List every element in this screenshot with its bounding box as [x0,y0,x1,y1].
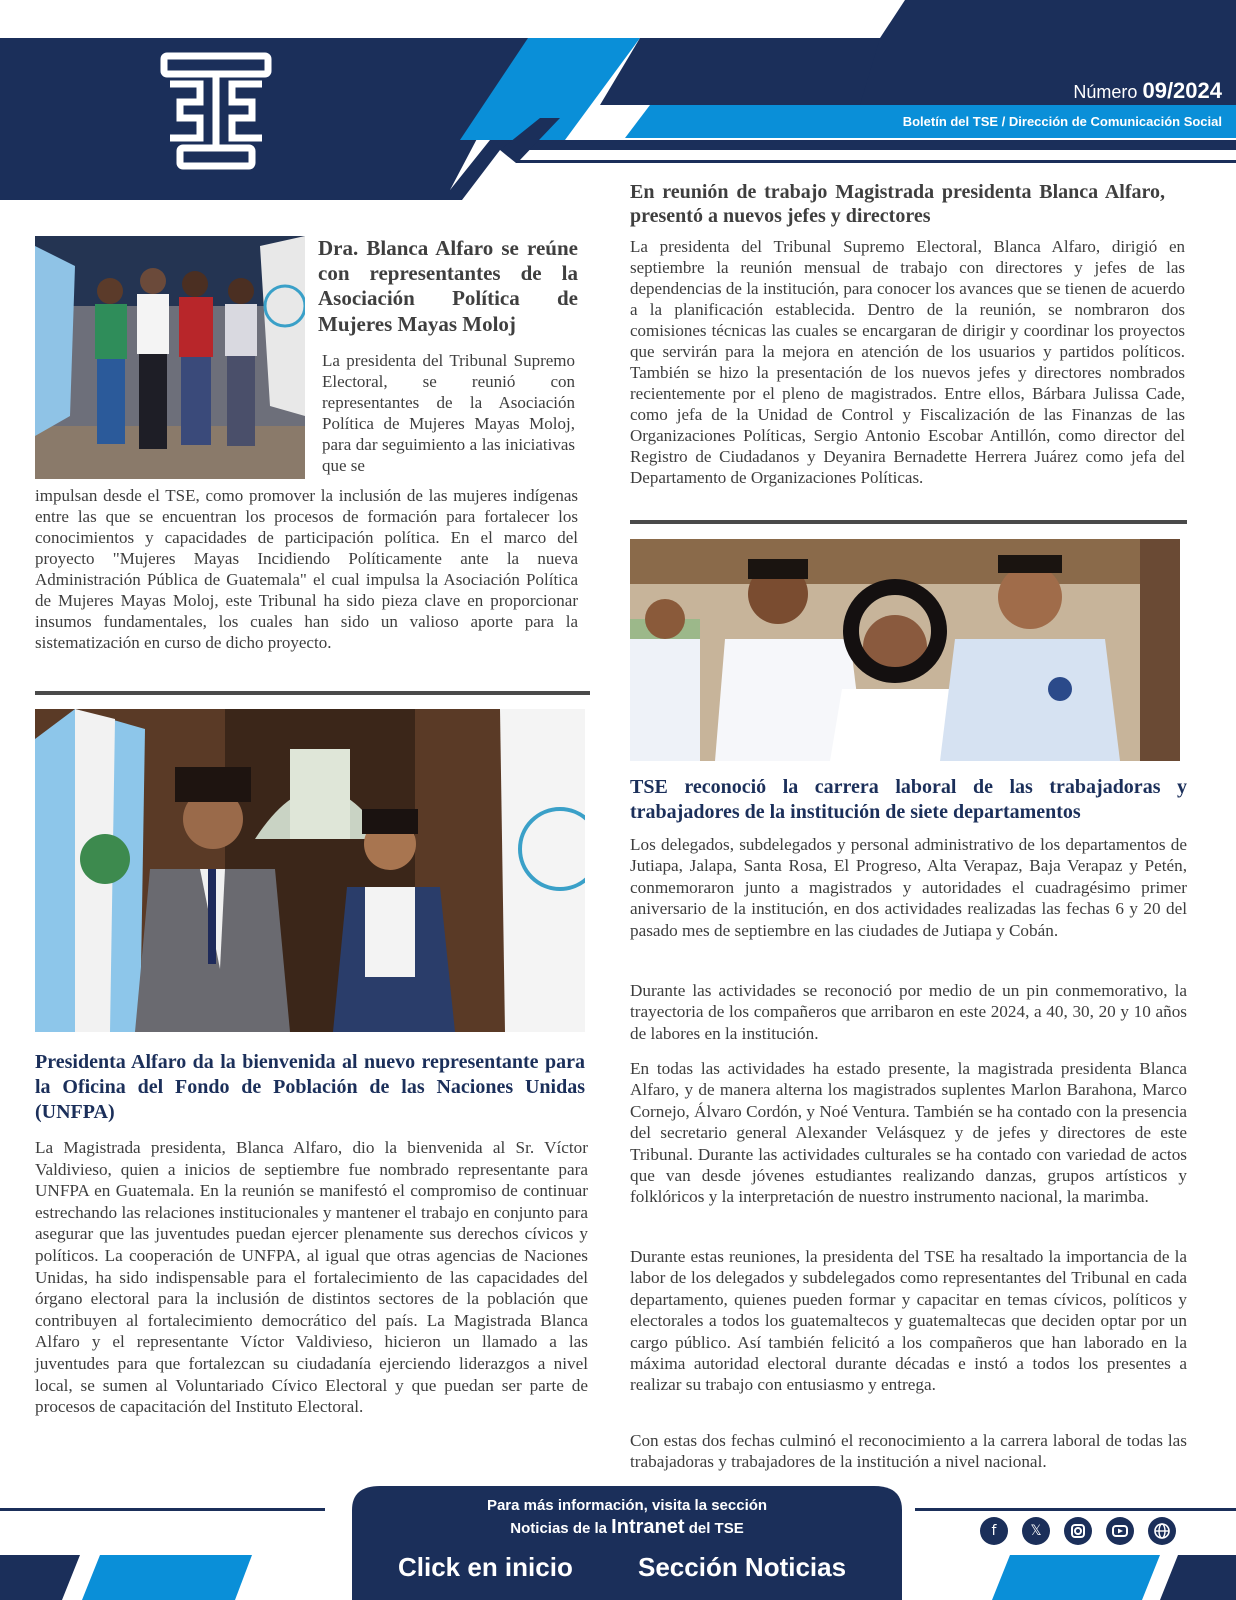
carrera-headline: TSE reconoció la carrera laboral de las trabajadoras y trabajadores de la institución de siete departamentos [630,776,1187,823]
carrera-photo [630,539,1180,761]
moloj-photo [35,236,305,479]
facebook-icon[interactable]: f [980,1517,1008,1545]
unfpa-body: La Magistrada presidenta, Blanca Alfaro, dio la bienvenida al Sr. Víctor Valdivieso, quien a inicios de septiembre fue nombrado representante para UNFPA en Guatemala. En la reunión se manifestó el compromiso de continuar estrechando las relaciones institucionales y mantener el trabajo en conjunto para asegurar que las juventudes puedan ejercer plenamente sus derechos cívicos y políticos. La cooperación de UNFPA, al igual que otras agencias de Naciones Unidas, ha sido indispensable para el fortalecimiento de las capacidades del órgano electoral para la inclusión de distintos sectores de la población que contribuyen al fortalecimiento democrático del país. La Magistrada Blanca Alfaro y el representante Víctor Valdivieso, hicieron un llamado a las juventudes para que fortalezcan su ciudadanía ejerciendo liderazgos a nivel local, se sumen al Voluntariado Cívico Electoral y que puedan ser parte de procesos de capacitación del Instituto Electoral. [35,1138,588,1417]
carrera-paragraph-1: Los delegados, subdelegados y personal administrativo de los departamentos de Jutiapa, Jalapa, Santa Rosa, El Progreso, Alta Verapaz, Baja Verapaz y Petén, conmemoraron junto a magistrados y autoridades el cuadragésimo primer aniversario de la institución, en dos actividades realizadas las fechas 6 y 20 del pasado mes de septiembre en las ciudades de Jutiapa y Cobán. [630,835,1187,940]
section-divider-right [630,520,1187,524]
footer-info-line: Para más información, visita la sección [486,1497,768,1514]
carrera-paragraph-2: Durante las actividades se reconoció por medio de un pin conmemorativo, la trayectoria de los compañeros que arribaron en este 2024, a 40, 30, 20 y 10 años de labores en la institución. [630,981,1187,1043]
click-inicio-button[interactable]: Click en inicio [398,1552,573,1582]
carrera-paragraph-3: En todas las actividades ha estado presente, la magistrada presidenta Blanca Alfaro, y de manera alterna los magistrados suplentes Marlon Barahona, Marco Cornejo, Álvaro Cordón, y Noé Ventura. También se ha contado con la presencia del secretario general Alexander Velásquez y de jefes y directores de este Tribunal. Durante las actividades culturales se ha contado con variedad de actos que van desde jóvenes estudiantes realizando danzas, grupos artísticos y folklóricos y la interpretación de nuestro instrumento nacional, la marimba. [630,1059,1187,1207]
footer-intranet-post: del TSE [688,1520,744,1537]
seccion-noticias-button[interactable]: Sección Noticias [638,1552,847,1582]
issue-number [1073,78,1222,104]
issue-label: Número [1073,82,1138,102]
footer-intranet-pre: Noticias de la [510,1520,607,1537]
moloj-body-full: impulsan desde el TSE, como promover la inclusión de las mujeres indígenas entre las que se encuentran los procesos de formación para fortalecer los conocimientos y capacidades de participación política. En el marco del proyecto "Mujeres Mayas Incidiendo Políticamente ante la nueva Administración Pública de Guatemala" el cual impulsa la Asociación Política de Mujeres Mayas Moloj, este Tribunal ha sido pieza clave en proporcionar insumos fundamentales, los cuales han sido un valioso aporte para la sistematización en curso de dicho proyecto. [35,486,578,652]
carrera-paragraph-5: Con estas dos fechas culminó el reconocimiento a la carrera laboral de todas las trabajadoras y trabajadores de la institución a nivel nacional. [630,1431,1187,1472]
youtube-icon[interactable] [1106,1517,1134,1545]
footer-intranet-line [352,1516,902,1539]
jefes-body: La presidenta del Tribunal Supremo Electoral, Blanca Alfaro, dirigió en septiembre la reunión mensual de trabajo con directores y jefes de las dependencias de la institución, para conocer los avances que se tienen de acuerdo a la planificación establecida. Dentro de la reunión, se nombraron dos comisiones técnicas las cuales se encargaran de dirigir y coordinar los proyectos que servirán para la mejora en atención de los usuarios y partidos políticos. También se hizo la presentación de los nuevos jefes y directores nombrados recientemente por el pleno de magistrados. Entre ellos, Bárbara Julissa Cade, como jefa de la Unidad de Control y Fiscalización de las Finanzas de las Organizaciones Políticas, Sergio Antonio Escobar Antillón, como director del Registro de Ciudadanos y Deyanira Bernadette Herrera Juárez como jefa del Departamento de Organizaciones Políticas. [630,237,1185,487]
tse-logo [160,52,272,170]
footer-intranet-word: Intranet [611,1516,685,1538]
bulletin-subtitle: Boletín del TSE / Dirección de Comunicación Social [902,114,1222,129]
unfpa-photo [35,709,585,1032]
x-icon[interactable]: 𝕏 [1022,1517,1050,1545]
jefes-headline: En reunión de trabajo Magistrada presidenta Blanca Alfaro, presentó a nuevos jefes y directores [630,181,1165,227]
unfpa-headline: Presidenta Alfaro da la bienvenida al nuevo representante para la Oficina del Fondo de Población de las Naciones Unidas (UNFPA) [35,1051,585,1123]
moloj-body-wrap: La presidenta del Tribunal Supremo Electoral, se reunió con representantes de la Asociación Política de Mujeres Mayas Moloj, para dar seguimiento a las iniciativas que se [322,351,575,475]
section-divider-left [35,691,590,695]
web-icon[interactable] [1148,1517,1176,1545]
moloj-headline: Dra. Blanca Alfaro se reúne con representantes de la Asociación Política de Mujeres Mayas Moloj [318,236,578,336]
instagram-icon[interactable] [1064,1517,1092,1545]
issue-number-value: 09/2024 [1142,78,1222,103]
carrera-paragraph-4: Durante estas reuniones, la presidenta del TSE ha resaltado la importancia de la labor de los delegados y subdelegados como representantes del Tribunal en cada departamento, quienes pueden formar y capacitar en temas cívicos, políticos y electorales a todos los guatemaltecos y guatemaltecas que deciden optar por un cargo público. Así también felicitó a los compañeros que han laborado en la máxima autoridad electoral durante décadas e instó a todos los presentes a realizar su trabajo con entusiasmo y entrega. [630,1247,1187,1395]
